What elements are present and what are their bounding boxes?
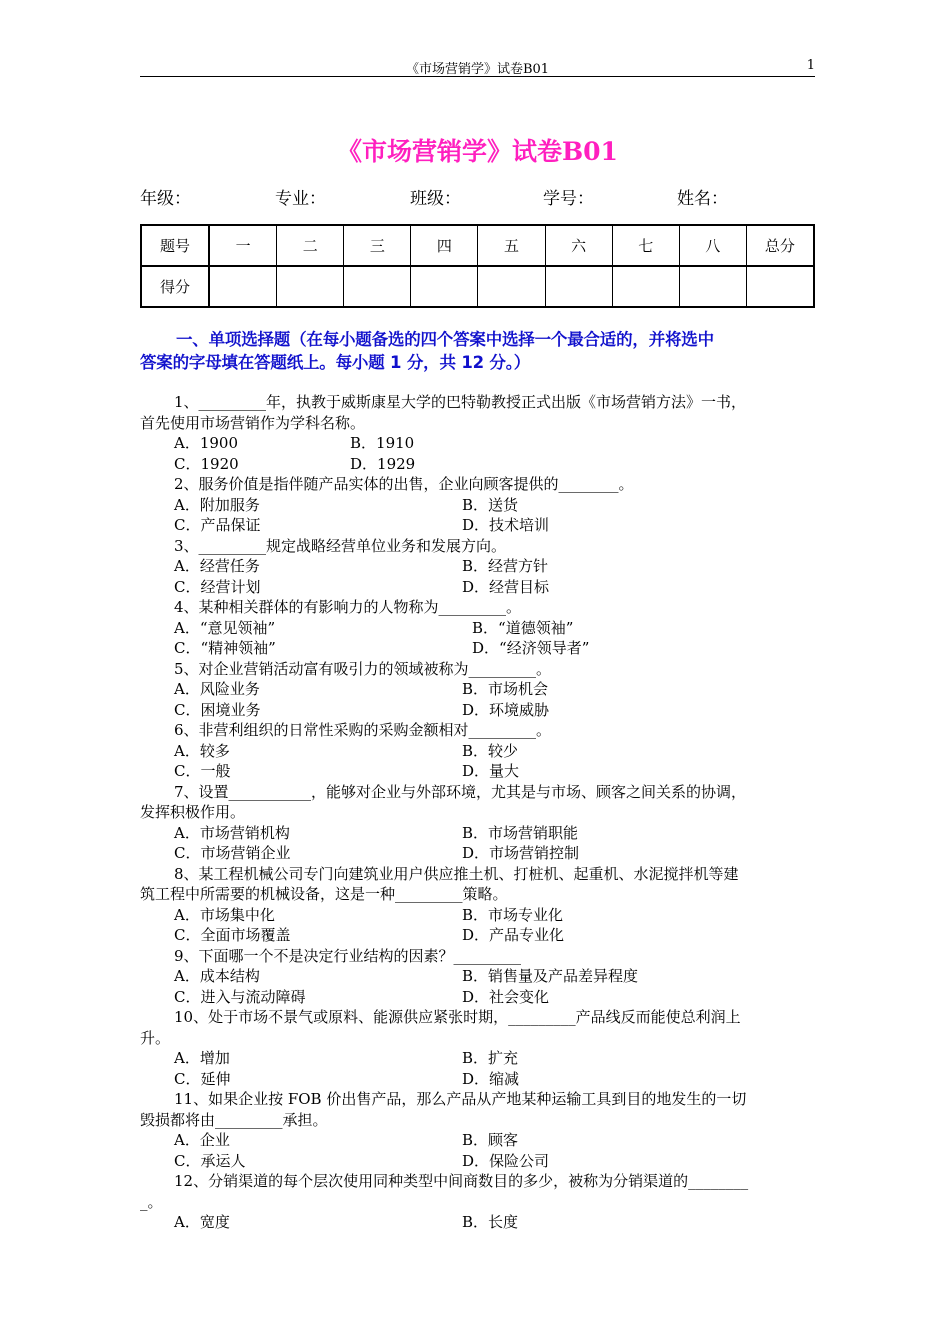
option: D．产品专业化 <box>462 926 565 944</box>
exam-title: 《市场营销学》试卷B01 <box>337 137 618 166</box>
option: A．企业 <box>174 1131 230 1149</box>
option: A．附加服务 <box>174 495 260 514</box>
question-text: 5、对企业营销活动富有吸引力的领域被称为_________。 <box>174 659 552 678</box>
question-text: 10、处于市场不景气或原料、能源供应紧张时期，_________产品线反而能使总利润上 <box>174 1008 741 1026</box>
option: D．技术培训 <box>462 516 550 534</box>
class-label: 班级： <box>410 189 461 209</box>
option: A．风险业务 <box>174 680 260 698</box>
score-table-score-row <box>141 266 814 307</box>
option: A．经营任务 <box>174 557 260 575</box>
question-text: 4、某种相关群体的有影响力的人物称为_________。 <box>174 598 522 616</box>
option: C．1920 <box>174 454 239 473</box>
question-text: 首先使用市场营销作为学科名称。 <box>140 413 366 432</box>
question-text: 12、分销渠道的每个层次使用同种类型中间商数目的多少，被称为分销渠道的________ <box>174 1172 749 1190</box>
option: B．市场营销职能 <box>462 823 579 842</box>
option: A．“意见领袖” <box>174 618 276 637</box>
page-header <box>140 58 815 77</box>
option: D．保险公司 <box>462 1151 550 1170</box>
option-row <box>140 823 816 844</box>
option: A．1900 <box>174 434 239 452</box>
grade-label: 年级： <box>140 189 191 209</box>
option-row <box>140 741 816 762</box>
score-table <box>140 224 815 308</box>
option: C．全面市场覆盖 <box>174 926 291 944</box>
option-row <box>140 843 816 864</box>
question-text: 升。 <box>140 1028 171 1047</box>
option: C．一般 <box>174 762 231 780</box>
option: C．市场营销企业 <box>174 844 291 862</box>
option: C．延伸 <box>174 1069 231 1088</box>
option-row <box>140 987 816 1008</box>
option-row <box>140 1048 816 1069</box>
option: C．进入与流动障碍 <box>174 987 306 1006</box>
option: C．承运人 <box>174 1151 246 1170</box>
score-table-header-row <box>141 225 814 266</box>
option-row <box>140 1151 816 1172</box>
score-cell <box>411 266 478 307</box>
option: D．量大 <box>462 762 520 780</box>
table-cell: 六 <box>545 225 612 266</box>
option-row <box>140 515 816 536</box>
option: A．市场营销机构 <box>174 823 290 842</box>
option: B．长度 <box>462 1213 519 1231</box>
section-heading-line: 答案的字母填在答题纸上。每小题 1 分，共 12 分。） <box>140 353 531 372</box>
option-row <box>140 638 816 659</box>
option: B．“道德领袖” <box>472 618 574 637</box>
table-cell: 八 <box>679 225 746 266</box>
option: C．“精神领袖” <box>174 639 276 657</box>
option-row <box>140 1130 816 1151</box>
page-number: 1 <box>806 58 815 73</box>
question-text: 8、某工程机械公司专门向建筑业用户供应推土机、打桩机、起重机、水泥搅拌机等建 <box>174 864 739 883</box>
option: D．经营目标 <box>462 577 550 596</box>
option: D．1929 <box>350 454 416 473</box>
option: C．困境业务 <box>174 700 261 719</box>
option: B．销售量及产品差异程度 <box>462 967 639 985</box>
option-row <box>140 454 816 475</box>
option-row <box>140 495 816 516</box>
option: B．较少 <box>462 741 519 760</box>
score-cell <box>478 266 545 307</box>
score-cell <box>679 266 746 307</box>
option: A．宽度 <box>174 1213 230 1231</box>
question-text: 筑工程中所需要的机械设备，这是一种_________策略。 <box>140 885 508 903</box>
option: B．1910 <box>350 434 415 452</box>
option: A．较多 <box>174 741 230 760</box>
score-cell <box>612 266 679 307</box>
table-cell: 七 <box>612 225 679 266</box>
question-text: 2、服务价值是指伴随产品实体的出售，企业向顾客提供的________。 <box>174 475 634 493</box>
option: A．市场集中化 <box>174 905 275 924</box>
option: B．扩充 <box>462 1049 519 1067</box>
name-label: 姓名： <box>677 189 728 209</box>
question-text: 9、下面哪一个不是决定行业结构的因素？_________ <box>174 946 522 965</box>
score-cell <box>545 266 612 307</box>
option: B．送货 <box>462 495 519 514</box>
question-text: 7、设置___________，能够对企业与外部环境，尤其是与市场、顾客之间关系的协调， <box>174 782 747 801</box>
option-row <box>140 966 816 987</box>
question-text: 发挥积极作用。 <box>140 803 246 821</box>
option-row <box>140 556 816 577</box>
option: D．缩减 <box>462 1069 520 1088</box>
table-cell: 五 <box>478 225 545 266</box>
option-row <box>140 577 816 598</box>
question-text: 3、_________规定战略经营单位业务和发展方向。 <box>174 536 507 555</box>
option-row <box>140 761 816 782</box>
table-cell: 三 <box>344 225 411 266</box>
option: D．环境威胁 <box>462 700 550 719</box>
section-heading-line: 一、单项选择题（在每小题备选的四个答案中选择一个最合适的，并将选中 <box>176 330 714 349</box>
score-cell <box>746 266 814 307</box>
option: D．市场营销控制 <box>462 844 580 862</box>
option: B．顾客 <box>462 1131 519 1149</box>
option-row <box>140 1069 816 1090</box>
score-cell <box>277 266 344 307</box>
table-cell: 总分 <box>746 225 814 266</box>
score-cell <box>344 266 411 307</box>
option-row <box>140 433 816 454</box>
questions-list <box>140 392 816 1233</box>
score-cell <box>209 266 277 307</box>
option-row <box>140 925 816 946</box>
section-heading <box>140 328 818 374</box>
table-cell: 一 <box>209 225 277 266</box>
student-info-row <box>0 184 950 208</box>
table-cell: 题号 <box>141 225 209 266</box>
student-id-label: 学号： <box>543 189 594 209</box>
question-text: 1、_________年，执教于威斯康星大学的巴特勒教授正式出版《市场营销方法》一书， <box>174 393 747 411</box>
option-row <box>140 700 816 721</box>
question-text: _。 <box>140 1192 163 1211</box>
question-text: 6、非营利组织的日常性采购的采购金额相对_________。 <box>174 721 552 739</box>
question-text: 11、如果企业按 FOB 价出售产品，那么产品从产地某种运输工具到目的地发生的一切 <box>174 1090 747 1108</box>
option: A．成本结构 <box>174 967 260 985</box>
option: B．经营方针 <box>462 557 549 575</box>
table-cell: 二 <box>277 225 344 266</box>
table-cell: 四 <box>411 225 478 266</box>
table-cell: 得分 <box>141 266 209 307</box>
option: A．增加 <box>174 1049 230 1067</box>
option: C．产品保证 <box>174 516 261 534</box>
option: B．市场专业化 <box>462 905 564 924</box>
option-row <box>140 679 816 700</box>
option: B．市场机会 <box>462 680 549 698</box>
option: C．经营计划 <box>174 577 261 596</box>
option-row <box>140 1212 816 1233</box>
header-title: 《市场营销学》试卷B01 <box>405 62 550 77</box>
question-text: 毁损都将由_________承担。 <box>140 1110 328 1129</box>
option-row <box>140 618 816 639</box>
option: D．社会变化 <box>462 987 550 1006</box>
major-label: 专业： <box>275 189 326 209</box>
option: D．“经济领导者” <box>472 639 590 657</box>
option-row <box>140 905 816 926</box>
